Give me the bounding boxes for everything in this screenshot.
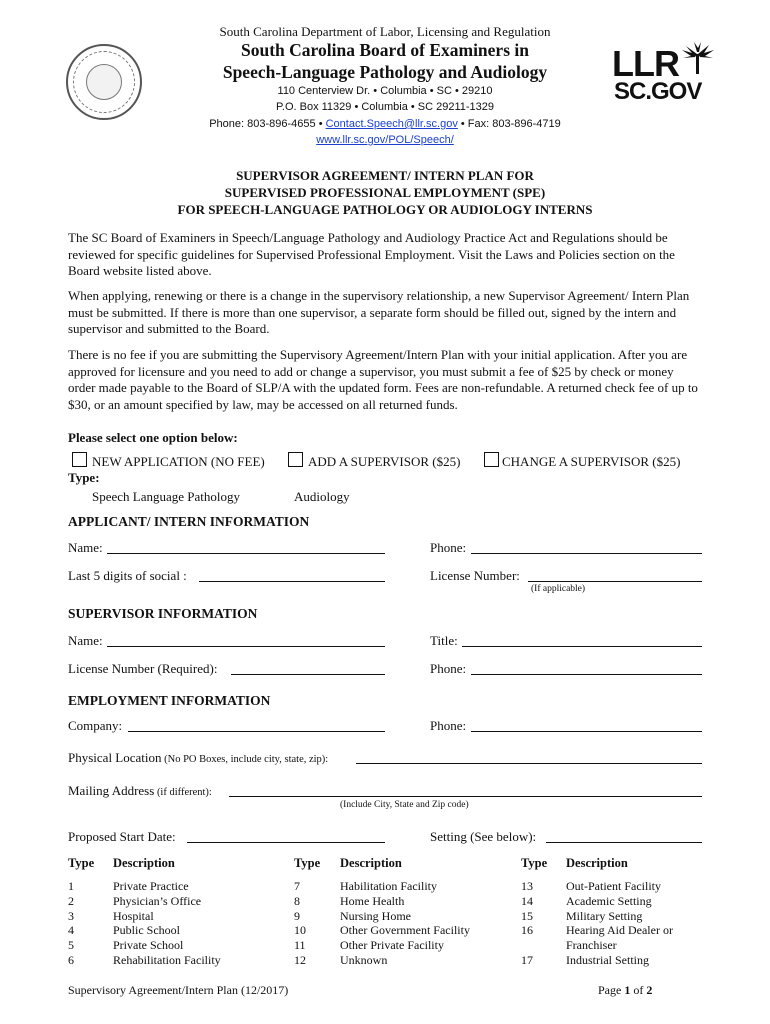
setting-type: 12	[294, 952, 306, 967]
department-name: South Carolina Department of Labor, Licensing and Regulation	[219, 24, 551, 39]
type-audiology-option[interactable]: Audiology	[294, 489, 350, 504]
company-label: Company:	[68, 718, 123, 733]
type-label: Type:	[68, 470, 100, 485]
intro-paragraph: The SC Board of Examiners in Speech/Language Pathology and Audiology Practice Act and Regulations should be reviewed for specific guidelines for Supervised Professional Employment. Visit the Laws and Policies section on the Board website listed above.	[68, 230, 675, 278]
setting-label: Setting (See below):	[430, 829, 537, 844]
setting-desc: Private Practice	[113, 879, 189, 893]
contact-line	[0, 118, 770, 130]
website-link[interactable]: www.llr.sc.gov/POL/Speech/	[316, 134, 454, 146]
table-row	[294, 938, 514, 953]
setting-type: 4	[68, 923, 74, 938]
physical-location-note: (No PO Boxes, include city, state, zip):	[161, 754, 329, 765]
logo-scgov-text: SC.GOV	[614, 78, 702, 105]
settings-col1-rows	[68, 879, 278, 968]
setting-type: 15	[521, 908, 533, 923]
setting-type: 5	[68, 938, 74, 953]
supervisor-phone-label: Phone:	[430, 661, 467, 676]
table-row	[68, 923, 278, 938]
table-row	[68, 879, 278, 894]
setting-desc: Industrial Setting	[566, 952, 649, 967]
applicant-phone-field[interactable]	[471, 553, 702, 554]
company-field[interactable]	[128, 731, 385, 732]
setting-type: 3	[68, 908, 74, 923]
setting-type: 17	[521, 952, 533, 967]
setting-desc: Private School	[113, 938, 184, 953]
table-row	[68, 953, 278, 968]
table-row	[68, 938, 278, 953]
setting-desc: Out-Patient Facility	[566, 879, 661, 893]
table-row	[294, 953, 514, 968]
mailing-address-text: Mailing Address	[68, 783, 155, 798]
change-supervisor-checkbox[interactable]	[484, 452, 499, 467]
setting-desc: Franchiser	[566, 938, 617, 953]
setting-desc: Military Setting	[566, 908, 643, 923]
fax-number: • Fax: 803-896-4719	[457, 118, 561, 130]
supervisor-phone-field[interactable]	[471, 674, 702, 675]
setting-type: 10	[294, 923, 306, 938]
setting-type: 2	[68, 893, 74, 908]
supervisor-section-heading: SUPERVISOR INFORMATION	[68, 606, 258, 621]
setting-type: 14	[521, 893, 533, 908]
physical-location-field[interactable]	[356, 763, 702, 764]
settings-col2-rows	[294, 879, 514, 968]
employment-phone-field[interactable]	[471, 731, 702, 732]
supervisor-license-label: License Number (Required):	[68, 661, 218, 676]
address-street: 110 Centerview Dr. • Columbia • SC • 29210	[277, 85, 493, 97]
add-supervisor-checkbox[interactable]	[288, 452, 303, 467]
table-row	[68, 909, 278, 924]
setting-desc: Hospital	[113, 908, 154, 923]
start-date-label: Proposed Start Date:	[68, 829, 176, 844]
table-row	[294, 909, 514, 924]
type-slp-option[interactable]: Speech Language Pathology	[92, 489, 241, 504]
table-row	[294, 879, 514, 894]
page-total: 2	[646, 983, 653, 997]
setting-desc: Home Health	[340, 893, 405, 908]
setting-desc: Habilitation Facility	[340, 879, 437, 893]
page-of: of	[630, 983, 647, 997]
setting-desc: Hearing Aid Dealer or	[566, 923, 673, 938]
new-application-label: NEW APPLICATION (NO FEE)	[92, 454, 265, 469]
setting-type: 8	[294, 893, 300, 908]
employment-phone-label: Phone:	[430, 718, 467, 733]
setting-type: 16	[521, 923, 533, 938]
table-row	[521, 879, 721, 894]
setting-type: 7	[294, 879, 300, 893]
supervisor-name-field[interactable]	[107, 646, 385, 647]
add-supervisor-label: ADD A SUPERVISOR ($25)	[308, 454, 461, 469]
physical-location-label	[68, 750, 328, 766]
change-supervisor-label: CHANGE A SUPERVISOR ($25)	[502, 454, 681, 469]
table-row	[521, 923, 721, 938]
applicant-license-label: License Number:	[430, 568, 520, 583]
setting-desc: Nursing Home	[340, 908, 411, 923]
setting-desc: Other Private Facility	[340, 938, 444, 953]
setting-type: 1	[68, 879, 74, 893]
applicant-section-heading: APPLICANT/ INTERN INFORMATION	[68, 514, 310, 529]
settings-col3-rows	[521, 879, 721, 968]
setting-desc: Unknown	[340, 952, 388, 967]
applicant-name-label: Name:	[68, 540, 103, 555]
setting-desc: Physician’s Office	[113, 893, 202, 908]
supervisor-name-label: Name:	[68, 633, 103, 648]
fee-paragraph: There is no fee if you are submitting the Supervisory Agreement/Intern Plan with your initial application. After you are approved for licensure and you need to add or change a supervisor, you must submit a fee of $25 by check or money order made payable to the Board of SLP/A with the updated form. Fees are non-refundable. A returned check fee of up to $30, or an amount specified by law, may be accessed on all returned funds.	[68, 347, 698, 412]
table-row	[68, 894, 278, 909]
phone-number: Phone: 803-896-4655 •	[209, 118, 326, 130]
table-row	[294, 923, 514, 938]
mailing-address-note: (if different):	[154, 787, 212, 798]
description-header: Description	[113, 856, 175, 870]
ssn-label: Last 5 digits of social :	[68, 568, 187, 583]
email-link[interactable]: Contact.Speech@llr.sc.gov	[325, 118, 458, 130]
physical-location-text: Physical Location	[68, 750, 162, 765]
table-row	[521, 894, 721, 909]
mailing-address-label	[68, 783, 212, 799]
board-name-line1: South Carolina Board of Examiners in	[241, 40, 529, 60]
website-line	[0, 134, 770, 146]
type-header: Type	[68, 856, 95, 870]
change-paragraph: When applying, renewing or there is a change in the supervisory relationship, a new Supervisor Agreement/ Intern Plan must be submitted. If there is more than one supervisor, a separate form should be filled out, signed by the intern and supervisor and submitted to the Board.	[68, 288, 690, 336]
supervisor-title-field[interactable]	[462, 646, 702, 647]
applicant-phone-label: Phone:	[430, 540, 467, 555]
llr-logo	[612, 42, 716, 108]
supervisor-title-label: Title:	[430, 633, 458, 648]
page-number	[598, 983, 652, 998]
setting-type: 6	[68, 952, 74, 967]
setting-desc: Academic Setting	[566, 893, 652, 908]
description-header: Description	[340, 856, 402, 870]
setting-type: 13	[521, 879, 533, 893]
logo-llr-text: LLR	[612, 43, 679, 84]
page-current: 1	[624, 983, 631, 997]
if-applicable-note: (If applicable)	[531, 584, 586, 594]
setting-field[interactable]	[546, 842, 702, 843]
start-date-field[interactable]	[187, 842, 385, 843]
mailing-address-field[interactable]	[229, 796, 702, 797]
form-title-line1: SUPERVISOR AGREEMENT/ INTERN PLAN FOR	[236, 168, 534, 183]
description-header: Description	[566, 856, 628, 870]
type-header: Type	[521, 856, 548, 870]
form-title-line3: FOR SPEECH-LANGUAGE PATHOLOGY OR AUDIOLOGY INTERNS	[177, 202, 593, 217]
table-row	[521, 938, 721, 953]
address-po-box: P.O. Box 11329 • Columbia • SC 29211-1329	[275, 101, 495, 113]
new-application-checkbox[interactable]	[72, 452, 87, 467]
setting-type: 11	[294, 938, 306, 953]
board-name-line2: Speech-Language Pathology and Audiology	[222, 62, 548, 82]
setting-desc: Other Government Facility	[340, 923, 470, 938]
applicant-name-field[interactable]	[107, 553, 385, 554]
applicant-license-field[interactable]	[528, 581, 702, 582]
include-city-note: (Include City, State and Zip code)	[340, 800, 469, 810]
ssn-field[interactable]	[199, 581, 385, 582]
options-heading: Please select one option below:	[68, 430, 238, 445]
employment-section-heading: EMPLOYMENT INFORMATION	[68, 693, 271, 708]
page-prefix: Page	[598, 983, 625, 997]
table-row	[521, 909, 721, 924]
form-title-line2: SUPERVISED PROFESSIONAL EMPLOYMENT (SPE)	[224, 185, 546, 200]
setting-desc: Rehabilitation Facility	[113, 952, 221, 967]
setting-desc: Public School	[113, 923, 181, 938]
footer-form-name: Supervisory Agreement/Intern Plan (12/2017)	[68, 983, 289, 997]
setting-type: 9	[294, 908, 300, 923]
table-row	[294, 894, 514, 909]
type-header: Type	[294, 856, 321, 870]
table-row	[521, 953, 721, 968]
supervisor-license-field[interactable]	[231, 674, 385, 675]
